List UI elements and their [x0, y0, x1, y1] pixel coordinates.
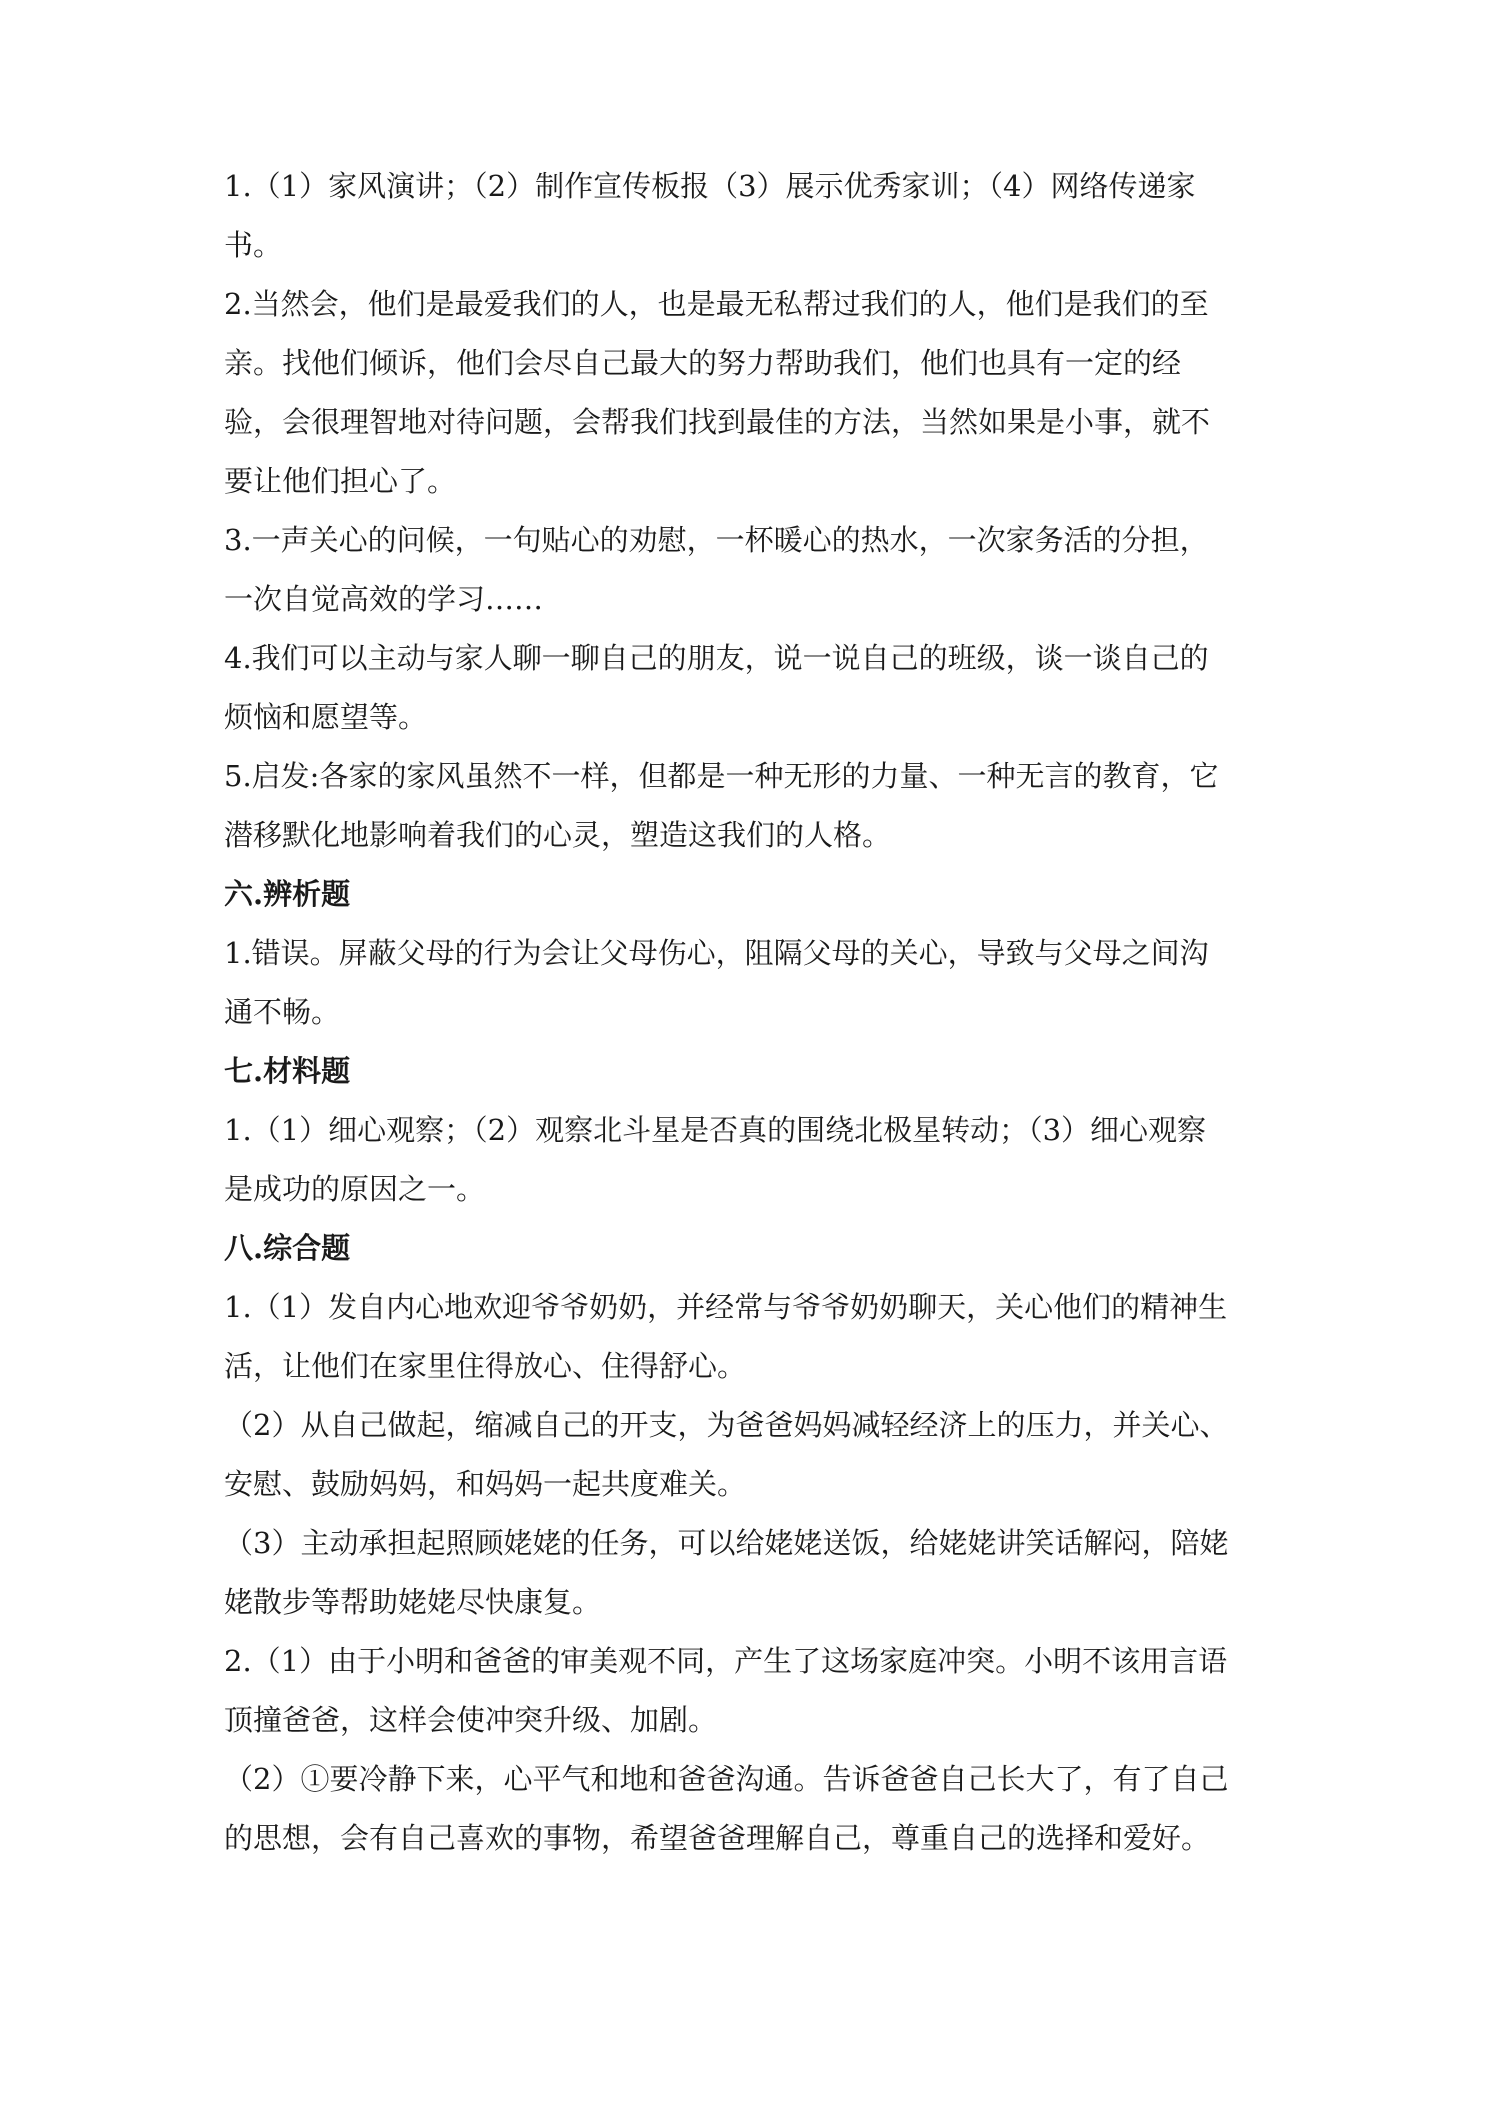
document-page: [224, 169, 1264, 1883]
text-line: （2）从自己做起，缩减自己的开支，为爸爸妈妈减轻经济上的压力，并关心、: [224, 1408, 1229, 1442]
text-line: 2.当然会，他们是最爱我们的人，也是最无私帮过我们的人，他们是我们的至: [224, 287, 1209, 321]
text-line: 验，会很理智地对待问题，会帮我们找到最佳的方法，当然如果是小事，就不: [224, 405, 1211, 439]
text-line: 姥散步等帮助姥姥尽快康复。: [224, 1585, 602, 1619]
text-line: 书。: [224, 228, 283, 262]
text-line: 2.（1）由于小明和爸爸的审美观不同，产生了这场家庭冲突。小明不该用言语: [224, 1644, 1228, 1678]
section-heading: 六.辨析题: [224, 877, 351, 911]
text-line: 1.（1）发自内心地欢迎爷爷奶奶，并经常与爷爷奶奶聊天，关心他们的精神生: [224, 1290, 1228, 1324]
text-line: 1.错误。屏蔽父母的行为会让父母伤心，阻隔父母的关心，导致与父母之间沟: [224, 936, 1209, 970]
text-line: 5.启发:各家的家风虽然不一样，但都是一种无形的力量、一种无言的教育，它: [224, 759, 1219, 793]
text-line: 顶撞爸爸，这样会使冲突升级、加剧。: [224, 1703, 718, 1737]
text-line: 1.（1）细心观察；（2）观察北斗星是否真的围绕北极星转动；（3）细心观察: [224, 1113, 1207, 1147]
text-line: 4.我们可以主动与家人聊一聊自己的朋友，说一说自己的班级，谈一谈自己的: [224, 641, 1209, 675]
text-line: 通不畅。: [224, 995, 341, 1029]
section-heading: 八.综合题: [224, 1231, 351, 1265]
text-line: 是成功的原因之一。: [224, 1172, 486, 1206]
text-line: 安慰、鼓励妈妈，和妈妈一起共度难关。: [224, 1467, 747, 1501]
text-line: （2）①要冷静下来，心平气和地和爸爸沟通。告诉爸爸自己长大了，有了自己: [224, 1762, 1229, 1796]
text-line: 的思想，会有自己喜欢的事物，希望爸爸理解自己，尊重自己的选择和爱好。: [224, 1821, 1211, 1855]
text-line: 1.（1）家风演讲；（2）制作宣传板报（3）展示优秀家训；（4）网络传递家: [224, 169, 1196, 203]
text-line: 3.一声关心的问候，一句贴心的劝慰，一杯暖心的热水，一次家务活的分担，: [224, 523, 1209, 557]
text-line: 要让他们担心了。: [224, 464, 457, 498]
text-line: 潜移默化地影响着我们的心灵，塑造这我们的人格。: [224, 818, 892, 852]
text-line: 亲。找他们倾诉，他们会尽自己最大的努力帮助我们，他们也具有一定的经: [224, 346, 1182, 380]
text-line: 一次自觉高效的学习……: [224, 582, 544, 616]
text-line: 活，让他们在家里住得放心、住得舒心。: [224, 1349, 747, 1383]
section-heading: 七.材料题: [224, 1054, 351, 1088]
text-line: （3）主动承担起照顾姥姥的任务，可以给姥姥送饭，给姥姥讲笑话解闷，陪姥: [224, 1526, 1229, 1560]
text-line: 烦恼和愿望等。: [224, 700, 428, 734]
